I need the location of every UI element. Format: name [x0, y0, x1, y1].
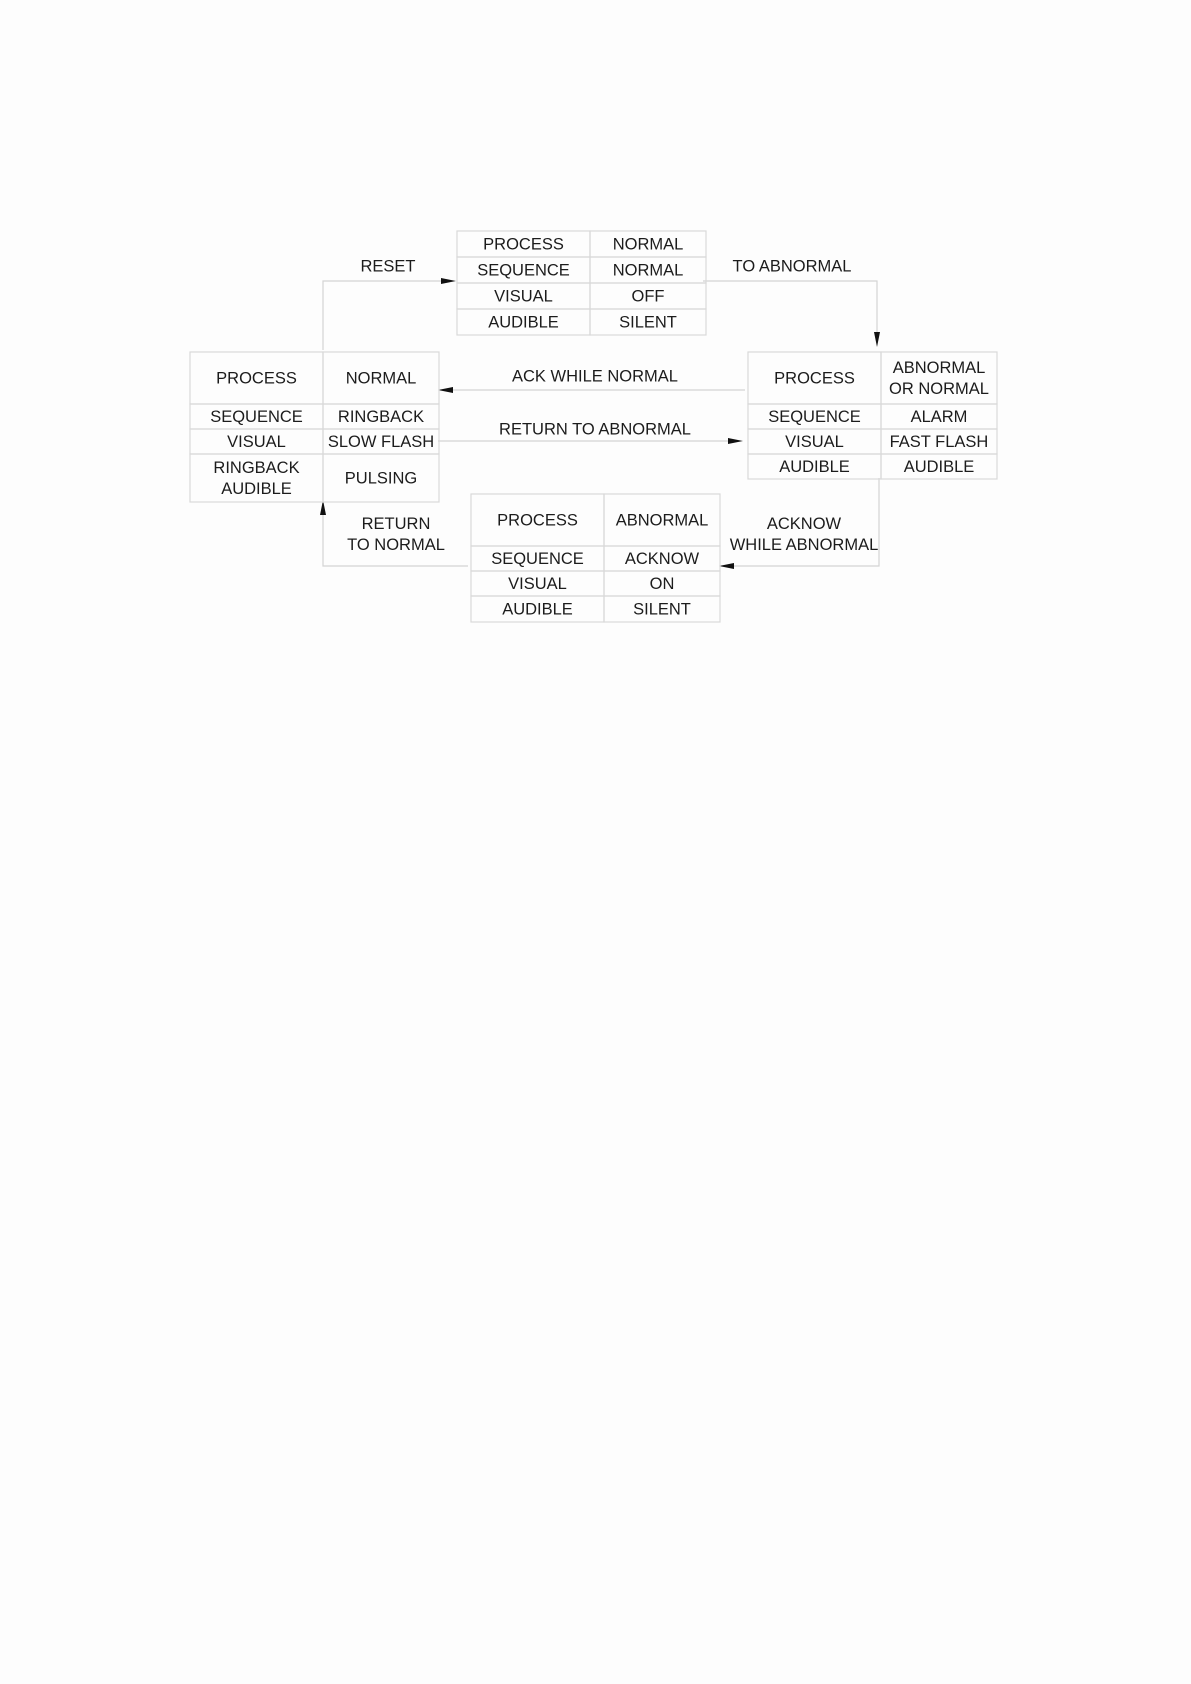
- reset-arrow-head: [441, 278, 456, 284]
- state-table-acknowledged: [471, 494, 720, 622]
- row-label: VISUAL: [227, 432, 286, 451]
- row-value: NORMAL: [612, 235, 684, 254]
- row-value: ABNORMAL: [615, 511, 709, 530]
- row-value: NORMAL: [345, 369, 417, 388]
- transition-labels: [344, 257, 879, 554]
- row-label: AUDIBLE: [488, 313, 559, 332]
- row-value: SILENT: [619, 313, 677, 332]
- reset-arrow-line: [323, 281, 444, 350]
- row-value: ON: [649, 574, 675, 593]
- label-return-to-abnormal: RETURN TO ABNORMAL: [499, 420, 691, 439]
- row-label: SEQUENCE: [477, 261, 570, 280]
- row-value: SLOW FLASH: [327, 432, 435, 451]
- row-label: VISUAL: [785, 432, 844, 451]
- row-value: NORMAL: [612, 261, 684, 280]
- return-to-abnormal-arrow-head: [728, 438, 743, 444]
- row-label: AUDIBLE: [502, 600, 573, 619]
- row-value: SILENT: [633, 600, 691, 619]
- row-label: VISUAL: [494, 287, 553, 306]
- row-label: SEQUENCE: [768, 407, 861, 426]
- to-abnormal-arrow-head: [874, 332, 880, 347]
- row-value: AUDIBLE: [903, 457, 975, 476]
- row-value: ALARM: [910, 407, 968, 426]
- row-label: PROCESS: [497, 511, 578, 530]
- row-value: RINGBACK: [337, 407, 425, 426]
- label-reset: RESET: [360, 257, 416, 276]
- row-label: PROCESS: [774, 369, 855, 388]
- state-table-normal: [457, 231, 706, 335]
- row-value: FAST FLASH: [889, 432, 989, 451]
- acknow-while-abnormal-arrow-head: [719, 563, 734, 569]
- label-return-to-normal: RETURN TO NORMAL: [347, 514, 445, 554]
- row-label: SEQUENCE: [210, 407, 303, 426]
- ack-while-normal-arrow-head: [438, 387, 453, 393]
- row-label: RINGBACK AUDIBLE: [213, 458, 300, 498]
- state-table-alarm: [748, 352, 997, 479]
- row-label: VISUAL: [508, 574, 567, 593]
- row-value: PULSING: [344, 469, 418, 488]
- row-label: PROCESS: [483, 235, 564, 254]
- label-acknow-while-abnormal: ACKNOW WHILE ABNORMAL: [729, 514, 879, 554]
- row-value: ABNORMAL OR NORMAL: [889, 358, 989, 398]
- label-to-abnormal: TO ABNORMAL: [732, 257, 852, 276]
- row-label: SEQUENCE: [491, 549, 584, 568]
- state-table-ringback: [190, 352, 439, 502]
- row-value: OFF: [631, 287, 665, 306]
- row-label: AUDIBLE: [779, 457, 850, 476]
- row-label: PROCESS: [216, 369, 297, 388]
- label-ack-while-normal: ACK WHILE NORMAL: [512, 367, 678, 386]
- to-abnormal-arrow-line: [703, 281, 877, 335]
- row-value: ACKNOW: [624, 549, 700, 568]
